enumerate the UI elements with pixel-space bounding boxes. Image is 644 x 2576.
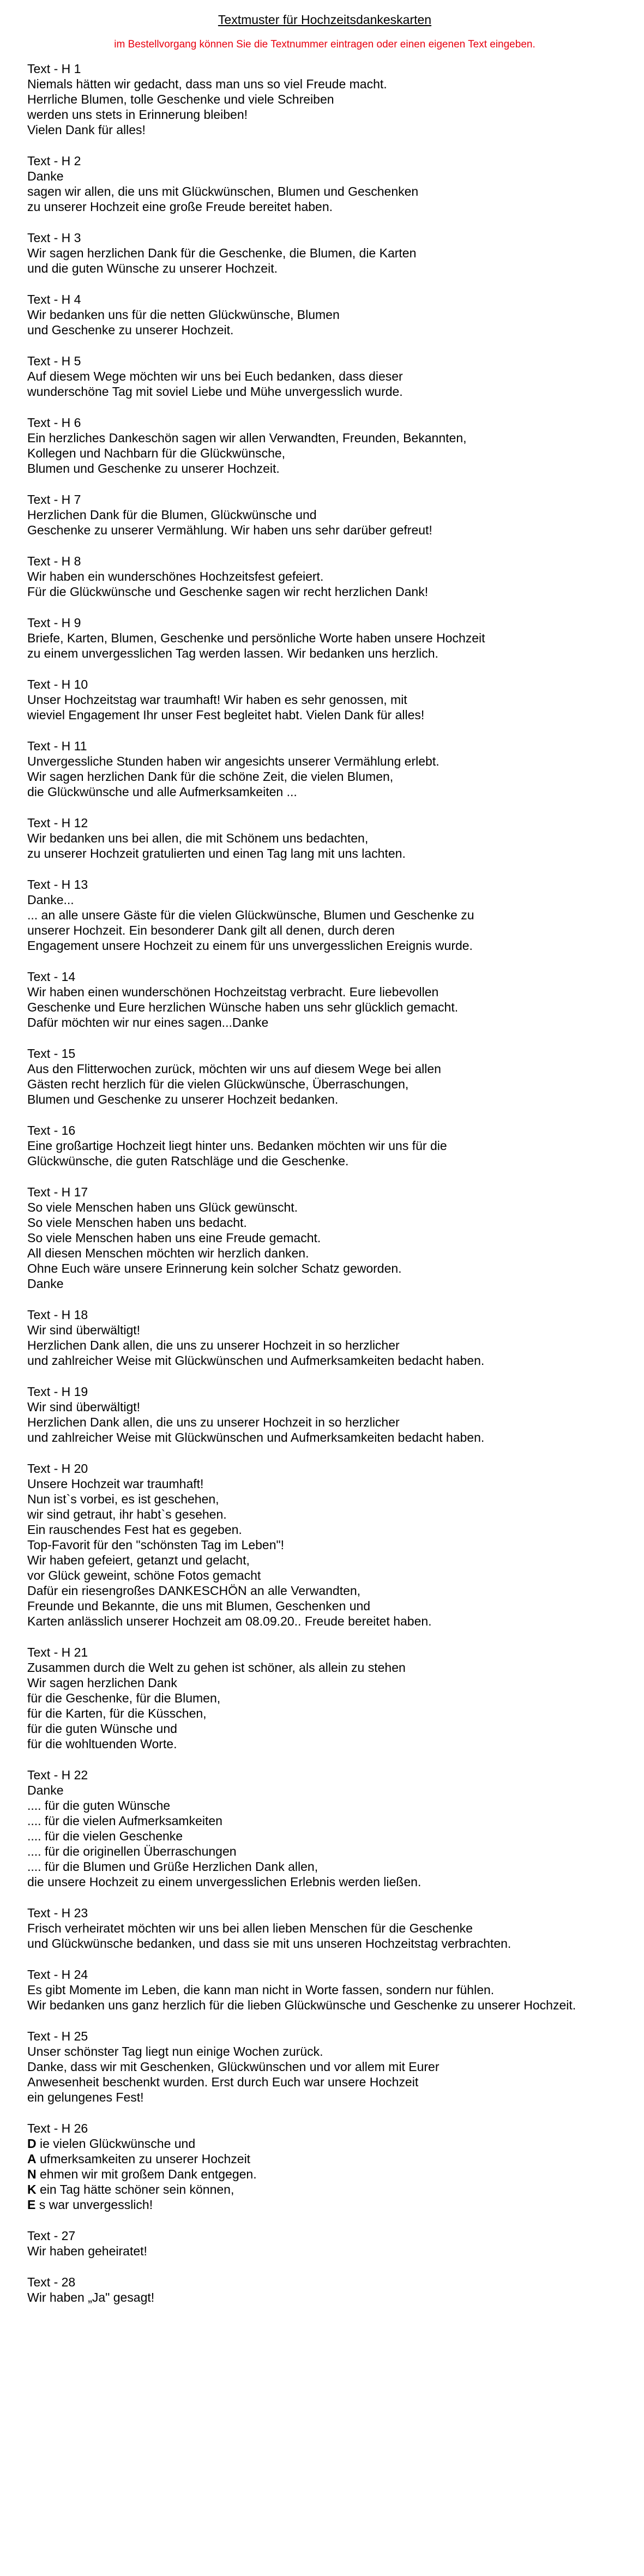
text-sample-line: Anwesenheit beschenkt wurden. Erst durch Euch war unsere Hochzeit xyxy=(27,2075,419,2089)
text-sample-line: .... für die Blumen und Grüße Herzlichen Dank allen, xyxy=(27,1859,318,1874)
text-sample-line: vor Glück geweint, schöne Fotos gemacht xyxy=(27,1568,261,1582)
text-sample-line: Briefe, Karten, Blumen, Geschenke und persönliche Worte haben unsere Hochzeit xyxy=(27,631,485,645)
text-sample-line: Unvergessliche Stunden haben wir angesichts unserer Vermählung erlebt. xyxy=(27,754,440,768)
text-sample xyxy=(27,353,622,399)
acrostic-line xyxy=(27,2151,622,2166)
text-sample-heading: Text - H 21 xyxy=(27,1645,88,1659)
text-sample-line: Wir bedanken uns ganz herzlich für die lieben Glückwünsche und Geschenke zu unserer Hochzeit. xyxy=(27,1998,576,2012)
text-sample-line: für die Geschenke, für die Blumen, xyxy=(27,1691,221,1705)
text-sample-line: Nun ist`s vorbei, es ist geschehen, xyxy=(27,1492,219,1506)
text-sample-line: sagen wir allen, die uns mit Glückwünschen, Blumen und Geschenken xyxy=(27,184,419,198)
text-sample xyxy=(27,1123,622,1169)
acrostic-initial: A xyxy=(27,2152,37,2166)
text-sample-line: die unsere Hochzeit zu einem unvergesslichen Erlebnis werden ließen. xyxy=(27,1875,422,1889)
text-sample-line: Herzlichen Dank für die Blumen, Glückwünsche und xyxy=(27,508,317,522)
text-sample-line: Für die Glückwünsche und Geschenke sagen wir recht herzlichen Dank! xyxy=(27,585,429,599)
text-sample-line: Top-Favorit für den "schönsten Tag im Leben"! xyxy=(27,1538,285,1552)
text-sample xyxy=(27,153,622,214)
text-sample-heading: Text - 27 xyxy=(27,2229,76,2243)
text-sample xyxy=(27,815,622,861)
text-sample-line: zu unserer Hochzeit eine große Freude bereitet haben. xyxy=(27,200,333,214)
text-sample-heading: Text - H 26 xyxy=(27,2121,88,2135)
text-sample xyxy=(27,1461,622,1629)
text-sample xyxy=(27,492,622,538)
text-sample xyxy=(27,615,622,661)
text-sample-line: Karten anlässlich unserer Hochzeit am 08.09.20.. Freude bereitet haben. xyxy=(27,1614,432,1628)
text-sample-line: Danke... xyxy=(27,893,74,907)
text-sample xyxy=(27,1767,622,1889)
text-sample-heading: Text - H 9 xyxy=(27,616,81,630)
text-sample-heading: Text - H 10 xyxy=(27,677,88,691)
acrostic-text: ehmen wir mit großem Dank entgegen. xyxy=(36,2167,257,2181)
text-sample-line: .... für die guten Wünsche xyxy=(27,1798,171,1813)
acrostic-text: ufmerksamkeiten zu unserer Hochzeit xyxy=(36,2152,251,2166)
text-sample-line: Danke, dass wir mit Geschenken, Glückwünschen und vor allem mit Eurer xyxy=(27,2060,440,2074)
text-sample xyxy=(27,2228,622,2259)
acrostic-text: ein Tag hätte schöner sein können, xyxy=(36,2182,234,2196)
text-sample-line: Kollegen und Nachbarn für die Glückwünsche, xyxy=(27,446,286,460)
text-sample-heading: Text - H 24 xyxy=(27,1967,88,1982)
text-sample-line: Danke xyxy=(27,1277,64,1291)
text-sample xyxy=(27,1645,622,1752)
text-sample-line: Niemals hätten wir gedacht, dass man uns so viel Freude macht. xyxy=(27,77,387,91)
acrostic-initial: E xyxy=(27,2198,36,2212)
text-sample-heading: Text - H 20 xyxy=(27,1461,88,1476)
text-sample-line: Ohne Euch wäre unsere Erinnerung kein solcher Schatz geworden. xyxy=(27,1261,402,1275)
text-sample-line: die Glückwünsche und alle Aufmerksamkeiten ... xyxy=(27,785,297,799)
text-sample-line: ein gelungenes Fest! xyxy=(27,2090,144,2104)
text-sample-heading: Text - H 8 xyxy=(27,554,81,568)
text-sample-line: und Geschenke zu unserer Hochzeit. xyxy=(27,323,234,337)
text-sample-line: Wir sagen herzlichen Dank für die Geschenke, die Blumen, die Karten xyxy=(27,246,417,260)
text-sample xyxy=(27,969,622,1030)
text-sample-heading: Text - H 19 xyxy=(27,1385,88,1399)
text-sample-line: Aus den Flitterwochen zurück, möchten wir uns auf diesem Wege bei allen xyxy=(27,1062,441,1076)
text-sample-heading: Text - H 6 xyxy=(27,416,81,430)
text-sample-line: Es gibt Momente im Leben, die kann man nicht in Worte fassen, sondern nur fühlen. xyxy=(27,1983,495,1997)
text-sample-line: Glückwünsche, die guten Ratschläge und die Geschenke. xyxy=(27,1154,349,1168)
text-sample-line: Unser schönster Tag liegt nun einige Wochen zurück. xyxy=(27,2044,323,2059)
text-sample-heading: Text - 16 xyxy=(27,1123,76,1137)
text-sample xyxy=(27,2121,622,2212)
text-sample-line: Vielen Dank für alles! xyxy=(27,123,146,137)
text-sample xyxy=(27,2029,622,2105)
text-sample-line: werden uns stets in Erinnerung bleiben! xyxy=(27,107,248,122)
acrostic-line xyxy=(27,2182,622,2197)
text-sample xyxy=(27,553,622,599)
text-sample xyxy=(27,738,622,799)
text-sample-line: Danke xyxy=(27,1783,64,1797)
text-sample-heading: Text - H 3 xyxy=(27,231,81,245)
text-sample-list xyxy=(27,61,622,2305)
page-title: Textmuster für Hochzeitsdankeskarten xyxy=(218,13,432,27)
text-sample-line: Wir haben ein wunderschönes Hochzeitsfest gefeiert. xyxy=(27,569,324,583)
text-sample-line: wir sind getraut, ihr habt`s gesehen. xyxy=(27,1507,227,1521)
text-sample xyxy=(27,415,622,476)
text-sample-line: zu unserer Hochzeit gratulierten und einen Tag lang mit uns lachten. xyxy=(27,846,406,860)
text-sample-heading: Text - H 2 xyxy=(27,154,81,168)
text-sample-line: .... für die vielen Aufmerksamkeiten xyxy=(27,1814,222,1828)
text-sample-line: Herrliche Blumen, tolle Geschenke und viele Schreiben xyxy=(27,92,334,106)
text-sample-line: So viele Menschen haben uns Glück gewünscht. xyxy=(27,1200,298,1214)
text-sample-line: Wir sagen herzlichen Dank xyxy=(27,1676,177,1690)
acrostic-text: s war unvergesslich! xyxy=(35,2198,153,2212)
text-sample-heading: Text - 14 xyxy=(27,970,76,984)
text-sample-heading: Text - H 13 xyxy=(27,877,88,892)
acrostic-line xyxy=(27,2166,622,2182)
text-sample-line: Dafür ein riesengroßes DANKESCHÖN an alle Verwandten, xyxy=(27,1584,361,1598)
text-sample-line: Wir haben „Ja" gesagt! xyxy=(27,2290,155,2304)
text-sample-line: Wir bedanken uns bei allen, die mit Schönem uns bedachten, xyxy=(27,831,369,845)
text-sample-line: All diesen Menschen möchten wir herzlich danken. xyxy=(27,1246,309,1260)
text-sample-line: für die guten Wünsche und xyxy=(27,1722,177,1736)
text-sample-line: Wir haben einen wunderschönen Hochzeitstag verbracht. Eure liebevollen xyxy=(27,985,439,999)
text-sample-line: .... für die vielen Geschenke xyxy=(27,1829,183,1843)
text-sample-line: und die guten Wünsche zu unserer Hochzeit. xyxy=(27,261,278,275)
text-sample-line: Geschenke und Eure herzlichen Wünsche haben uns sehr glücklich gemacht. xyxy=(27,1000,459,1014)
text-sample-line: Geschenke zu unserer Vermählung. Wir haben uns sehr darüber gefreut! xyxy=(27,523,432,537)
text-sample-line: Frisch verheiratet möchten wir uns bei allen lieben Menschen für die Geschenke xyxy=(27,1921,473,1935)
text-sample-line: wunderschöne Tag mit soviel Liebe und Mühe unvergesslich wurde. xyxy=(27,384,403,399)
text-sample-line: Ein rauschendes Fest hat es gegeben. xyxy=(27,1522,242,1537)
acrostic-line xyxy=(27,2197,622,2212)
text-sample-line: Ein herzliches Dankeschön sagen wir allen Verwandten, Freunden, Bekannten, xyxy=(27,431,467,445)
text-sample-line: So viele Menschen haben uns eine Freude gemacht. xyxy=(27,1231,321,1245)
text-sample-heading: Text - H 17 xyxy=(27,1185,88,1199)
text-sample xyxy=(27,1384,622,1445)
acrostic-initial: K xyxy=(27,2182,37,2196)
text-sample xyxy=(27,877,622,953)
text-sample-line: Wir sind überwältigt! xyxy=(27,1323,141,1337)
text-sample-line: Unsere Hochzeit war traumhaft! xyxy=(27,1477,204,1491)
text-sample-line: .... für die originellen Überraschungen xyxy=(27,1844,237,1858)
text-sample-line: Blumen und Geschenke zu unserer Hochzeit bedanken. xyxy=(27,1092,339,1106)
text-sample-heading: Text - H 4 xyxy=(27,292,81,306)
text-sample-line: Zusammen durch die Welt zu gehen ist schöner, als allein zu stehen xyxy=(27,1660,406,1675)
text-sample-heading: Text - 28 xyxy=(27,2275,76,2289)
text-sample-line: Danke xyxy=(27,169,64,183)
text-sample-line: Blumen und Geschenke zu unserer Hochzeit. xyxy=(27,461,280,476)
text-sample-line: Eine großartige Hochzeit liegt hinter uns. Bedanken möchten wir uns für die xyxy=(27,1139,447,1153)
text-sample-line: Freunde und Bekannte, die uns mit Blumen, Geschenken und xyxy=(27,1599,371,1613)
text-sample-heading: Text - H 11 xyxy=(27,739,87,753)
text-sample-line: und zahlreicher Weise mit Glückwünschen und Aufmerksamkeiten bedacht haben. xyxy=(27,1353,485,1368)
acrostic-initial: D xyxy=(27,2136,37,2151)
text-sample-heading: Text - H 1 xyxy=(27,62,81,76)
text-sample-line: und Glückwünsche bedanken, und dass sie mit uns unseren Hochzeitstag verbrachten. xyxy=(27,1936,511,1951)
text-sample-line: So viele Menschen haben uns bedacht. xyxy=(27,1215,247,1230)
text-sample-line: unserer Hochzeit. Ein besonderer Dank gilt all denen, durch deren xyxy=(27,923,395,937)
text-sample-line: Wir sagen herzlichen Dank für die schöne Zeit, die vielen Blumen, xyxy=(27,769,394,784)
acrostic-initial: N xyxy=(27,2167,37,2181)
text-sample-line: Gästen recht herzlich für die vielen Glückwünsche, Überraschungen, xyxy=(27,1077,409,1091)
order-notice: im Bestellvorgang können Sie die Textnummer eintragen oder einen eigenen Text eingeben. xyxy=(114,39,535,50)
text-sample-line: Wir sind überwältigt! xyxy=(27,1400,141,1414)
text-sample-line: für die wohltuenden Worte. xyxy=(27,1737,177,1751)
acrostic-text: ie vielen Glückwünsche und xyxy=(36,2136,196,2151)
text-sample-heading: Text - H 25 xyxy=(27,2029,88,2043)
text-sample xyxy=(27,230,622,276)
text-sample-line: und zahlreicher Weise mit Glückwünschen und Aufmerksamkeiten bedacht haben. xyxy=(27,1430,485,1445)
text-sample-line: Wir bedanken uns für die netten Glückwünsche, Blumen xyxy=(27,308,340,322)
text-sample xyxy=(27,2274,622,2305)
text-sample-line: ... an alle unsere Gäste für die vielen Glückwünsche, Blumen und Geschenke zu xyxy=(27,908,474,922)
text-sample-line: Dafür möchten wir nur eines sagen...Danke xyxy=(27,1015,269,1030)
text-sample-heading: Text - H 23 xyxy=(27,1906,88,1920)
text-sample-line: Auf diesem Wege möchten wir uns bei Euch bedanken, dass dieser xyxy=(27,369,403,383)
text-sample-line: zu einem unvergesslichen Tag werden lassen. Wir bedanken uns herzlich. xyxy=(27,646,438,660)
text-sample xyxy=(27,61,622,137)
text-sample xyxy=(27,1967,622,2013)
text-sample xyxy=(27,677,622,723)
text-sample-heading: Text - H 22 xyxy=(27,1768,88,1782)
text-sample xyxy=(27,1184,622,1291)
text-sample-line: wieviel Engagement Ihr unser Fest begleitet habt. Vielen Dank für alles! xyxy=(27,708,425,722)
text-sample-heading: Text - H 18 xyxy=(27,1308,88,1322)
acrostic-line xyxy=(27,2136,622,2151)
text-sample-heading: Text - H 5 xyxy=(27,354,81,368)
text-sample-heading: Text - H 7 xyxy=(27,492,81,507)
text-sample-line: Wir haben gefeiert, getanzt und gelacht, xyxy=(27,1553,250,1567)
text-sample xyxy=(27,1905,622,1951)
text-sample xyxy=(27,1046,622,1107)
text-sample xyxy=(27,292,622,338)
text-sample-line: Unser Hochzeitstag war traumhaft! Wir haben es sehr genossen, mit xyxy=(27,693,407,707)
text-sample-line: für die Karten, für die Küsschen, xyxy=(27,1706,207,1720)
text-sample-line: Engagement unsere Hochzeit zu einem für uns unvergesslichen Ereignis wurde. xyxy=(27,938,473,953)
text-sample-line: Herzlichen Dank allen, die uns zu unserer Hochzeit in so herzlicher xyxy=(27,1338,400,1352)
text-sample-line: Herzlichen Dank allen, die uns zu unserer Hochzeit in so herzlicher xyxy=(27,1415,400,1429)
text-sample-heading: Text - H 12 xyxy=(27,816,88,830)
text-sample-heading: Text - 15 xyxy=(27,1046,76,1061)
text-sample-line: Wir haben geheiratet! xyxy=(27,2244,147,2258)
text-sample xyxy=(27,1307,622,1368)
